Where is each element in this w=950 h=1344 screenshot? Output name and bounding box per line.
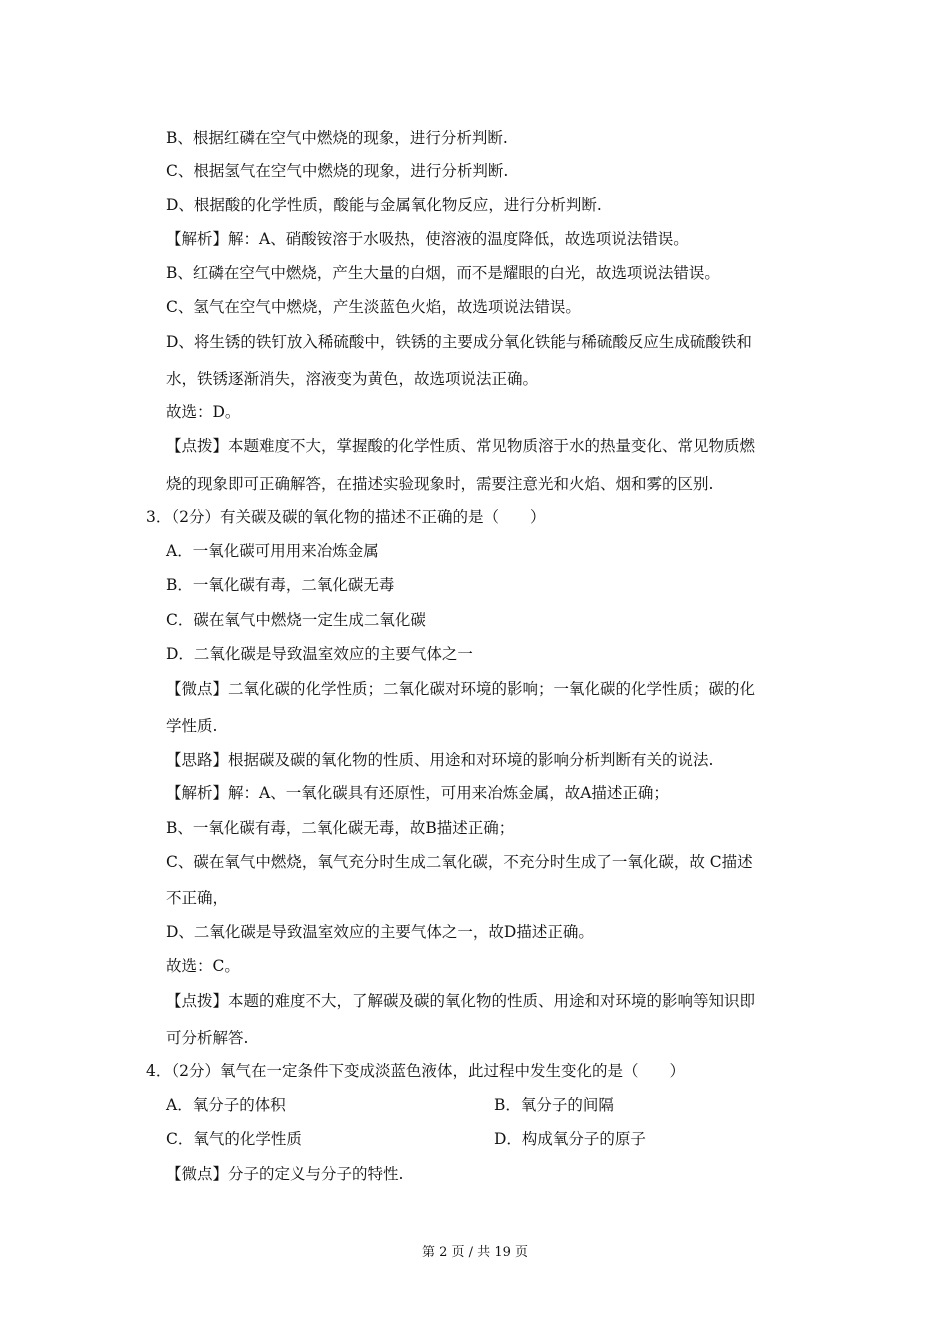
- q4-knowledge-point: 【微点】分子的定义与分子的特性.: [166, 1165, 404, 1183]
- q3-solution-c-cont: 不正确，: [166, 889, 229, 907]
- question-4-stem: 4．（2分）氧气在一定条件下变成淡蓝色液体，此过程中发生变化的是（ ）: [146, 1062, 685, 1080]
- q2-solution-a: 【解析】解：A、硝酸铵溶于水吸热，使溶液的温度降低，故选项说法错误。: [166, 230, 689, 248]
- q4-option-d: D．构成氧分子的原子: [494, 1130, 646, 1148]
- q4-option-a: A．氧分子的体积: [166, 1096, 286, 1114]
- q3-comment: 【点拨】本题的难度不大，了解碳及碳的氧化物的性质、用途和对环境的影响等知识即: [166, 992, 756, 1010]
- q4-option-b: B．氧分子的间隔: [494, 1096, 614, 1114]
- q2-comment-cont: 烧的现象即可正确解答，在描述实验现象时，需要注意光和火焰、烟和雾的区别.: [166, 475, 714, 493]
- q2-answer: 故选：D。: [166, 403, 241, 421]
- q3-option-d: D．二氧化碳是导致温室效应的主要气体之一: [166, 645, 473, 663]
- q2-solution-b: B、红磷在空气中燃烧，产生大量的白烟，而不是耀眼的白光，故选项说法错误。: [166, 264, 720, 282]
- q3-option-c: C．碳在氧气中燃烧一定生成二氧化碳: [166, 611, 426, 629]
- q3-solution-a: 【解析】解：A、一氧化碳具有还原性，可用来冶炼金属，故A描述正确；: [166, 784, 669, 802]
- page-footer: 第 2 页 / 共 19 页: [422, 1245, 528, 1260]
- analysis-hint-c: C、根据氢气在空气中燃烧的现象，进行分析判断.: [166, 162, 509, 180]
- question-3-stem: 3．（2分）有关碳及碳的氧化物的描述不正确的是（ ）: [146, 508, 546, 526]
- analysis-hint-b: B、根据红磷在空气中燃烧的现象，进行分析判断.: [166, 129, 508, 147]
- q3-answer: 故选：C。: [166, 957, 240, 975]
- q3-knowledge-point: 【微点】二氧化碳的化学性质；二氧化碳对环境的影响；一氧化碳的化学性质；碳的化: [166, 680, 756, 698]
- q3-knowledge-point-cont: 学性质.: [166, 717, 218, 735]
- q2-solution-d-cont: 水，铁锈逐渐消失，溶液变为黄色，故选项说法正确。: [166, 370, 539, 388]
- q3-option-a: A．一氧化碳可用用来冶炼金属: [166, 542, 379, 560]
- analysis-hint-d: D、根据酸的化学性质，酸能与金属氧化物反应，进行分析判断.: [166, 196, 602, 214]
- q3-option-b: B．一氧化碳有毒，二氧化碳无毒: [166, 576, 395, 594]
- q3-solution-c: C、碳在氧气中燃烧，氧气充分时生成二氧化碳，不充分时生成了一氧化碳，故 C描述: [166, 853, 753, 871]
- q2-solution-c: C、氢气在空气中燃烧，产生淡蓝色火焰，故选项说法错误。: [166, 298, 581, 316]
- q2-comment: 【点拨】本题难度不大，掌握酸的化学性质、常见物质溶于水的热量变化、常见物质燃: [166, 437, 756, 455]
- q4-option-c: C．氧气的化学性质: [166, 1130, 302, 1148]
- q3-approach: 【思路】根据碳及碳的氧化物的性质、用途和对环境的影响分析判断有关的说法.: [166, 751, 714, 769]
- q3-solution-d: D、二氧化碳是导致温室效应的主要气体之一，故D描述正确。: [166, 923, 594, 941]
- q3-comment-cont: 可分析解答.: [166, 1029, 249, 1047]
- q3-solution-b: B、一氧化碳有毒，二氧化碳无毒，故B描述正确；: [166, 819, 515, 837]
- q2-solution-d: D、将生锈的铁钉放入稀硫酸中，铁锈的主要成分氧化铁能与稀硫酸反应生成硫酸铁和: [166, 333, 752, 351]
